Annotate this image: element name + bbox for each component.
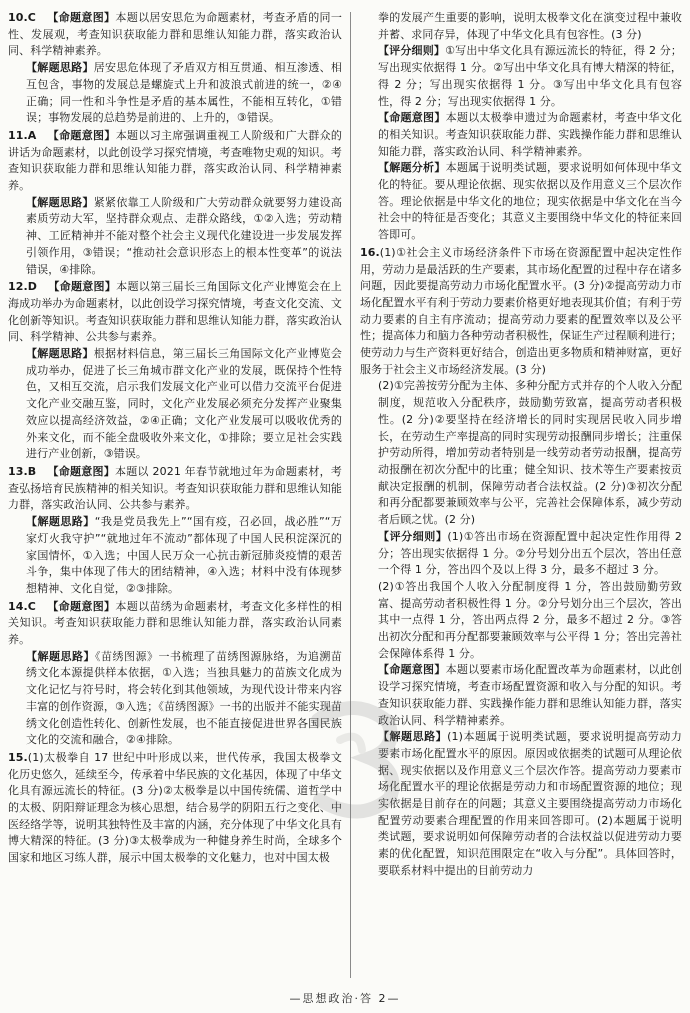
question-number: 10. xyxy=(8,11,28,24)
section-tag: 【命题意图】 xyxy=(47,464,116,478)
section-tag: 【解题思路】 xyxy=(26,195,94,209)
page-footer: —思想政治·答 2— xyxy=(289,992,401,1005)
paragraph-text: “我是党员我先上”“国有疫，召必回，战必胜”“万家灯火我守护”“就地过年不流动”都体现了中国人民积淀深沉的家国情怀，①入选；中国人民万众一心抗击新冠肺炎疫情的艰苦斗争，集中体现了伟大的团结精神，④入选；材料中没有体现梦想精神、文化自觉，②③排除。 xyxy=(26,515,342,595)
paragraph-text: (1)①社会主义市场经济条件下市场在资源配置中起决定性作用，劳动力是最活跃的生产要素，其市场化配置的过程中存在诸多问题，因此要提高劳动力市场化配置水平。(3 分)②提高劳动力市场化配置水平有利于劳动力要素价格更好地表现其价值；有利于劳动力要素的自主有序流动；提高劳动力要素的配置效率以及公平性；提高体力和脑力各种劳动者积极性，保证生产过程顺利进行；使劳动力与生产资料更好结合，创造出更多物质和精神财富，更好服务于社会主义市场经济发展。(3 分) xyxy=(360,245,682,376)
answer-paragraph xyxy=(360,110,682,160)
section-tag: 【命题意图】 xyxy=(47,11,116,24)
section-tag: 【命题意图】 xyxy=(47,599,116,613)
answer-paragraph xyxy=(8,60,342,127)
answer-paragraph xyxy=(8,599,342,649)
question-cont xyxy=(360,10,682,244)
answer-paragraph xyxy=(360,378,682,528)
answer-paragraph xyxy=(360,529,682,579)
section-tag: 【命题意图】 xyxy=(48,280,117,294)
section-tag: 【命题意图】 xyxy=(378,111,446,125)
paragraph-text: 紧紧依靠工人阶级和广大劳动群众就要努力建设高素质劳动大军，坚持群众观点、走群众路线，①②入选；劳动精神、工匠精神并不能对整个社会主义现代化建设进一步发展发挥引领作用，③错误；“推动社会意识形态上的根本性变革”的说法错误，④排除。 xyxy=(26,195,342,276)
paragraph-text: 本题以居安思危为命题素材，考查矛盾的同一性、发展观，考查知识获取能力群和思维认知能力群，落实政治认同、科学精神素养。 xyxy=(8,11,342,58)
answer-paragraph xyxy=(360,579,682,663)
question-number: 11. xyxy=(8,128,28,142)
paragraph-text: 本题以第三届长三角国际文化产业博览会在上海成功举办为命题素材，以此创设学习探究情境，考查文化交流、文化创新等知识。考查知识获取能力群和思维认知能力群，落实政治认同、科学精神、公共参与素养。 xyxy=(8,280,342,344)
answer-letter: A xyxy=(27,128,37,142)
question-number: 16. xyxy=(360,245,380,259)
left-column xyxy=(8,10,342,868)
question-10 xyxy=(8,10,342,127)
paragraph-text: 本题以太极拳申遗过为命题素材，考查中华文化的相关知识。考查知识获取能力群、实践操作能力群和思维认知能力群，落实政治认同、科学精神素养。 xyxy=(378,111,682,158)
section-tag: 【命题意图】 xyxy=(47,128,116,142)
answer-paragraph xyxy=(8,279,342,346)
paragraph-text: 本题以要素市场化配置改革为命题素材，以此创设学习探究情境，考查市场配置资源和收入与分配的知识。考查知识获取能力群、实践操作能力群和思维认知能力群，落实政治认同、科学精神素养。 xyxy=(378,663,682,727)
paragraph-text: (2)①答出我国个人收入分配制度得 1 分，答出鼓励勤劳致富、提高劳动者积极性得 1 分。②分号划分出三个层次，答出其中一点得 1 分，答出两点得 2 分，最多不超过 2 分。③答出初次分配和再分配都要兼顾效率与公平得 1 分；答出完善社会保障体系得 1 分。 xyxy=(378,579,682,660)
column-divider xyxy=(350,12,351,978)
section-tag: 【解题思路】 xyxy=(26,649,95,663)
paragraph-text: (1)①答出市场在资源配置中起决定性作用得 2 分；答出现实依据得 1 分。②分号划分出五个层次，答出任意一个得 1 分，答出四个及以上得 3 分，最多不超过 3 分。 xyxy=(378,529,682,577)
paragraph-text: 本题属于说明类试题，要求说明如何体现中华文化的特征。要从理论依据、现实依据以及作用意义三个层次作答。理论依据是中华文化的地位；现实依据是中华文化在当今社会中的特征是否变化；其意义主要围绕中华文化的特征来回答即可。 xyxy=(378,161,682,242)
section-tag: 【评分细则】 xyxy=(378,529,448,543)
question-number: 15. xyxy=(8,750,28,764)
question-11 xyxy=(8,128,342,278)
question-number: 12. xyxy=(8,280,28,294)
section-tag: 【解题思路】 xyxy=(26,61,94,75)
paragraph-text: 拳的发展产生重要的影响，说明太极拳文化在演变过程中兼收并蓄、求同存异，体现了中华文化具有包容性。(3 分) xyxy=(378,11,682,41)
question-13 xyxy=(8,464,342,598)
answer-letter: B xyxy=(27,464,37,478)
paragraph-text: (2)①完善按劳分配为主体、多种分配方式并存的个人收入分配制度，规范收入分配秩序，鼓励勤劳致富，提高劳动者积极性。(2 分)②要坚持在经济增长的同时实现居民收入同步增长，在劳动生产率提高的同时实现劳动报酬同步增长；注重保护劳动所得，增加劳动者特别是一线劳动者劳动报酬，提高劳动报酬在初次分配中的比重；健全知识、技术等生产要素按贡献决定报酬的机制，保障劳动者合法权益。(2 分)③初次分配和再分配都要兼顾效率与公平，完善社会保障体系，减少劳动者后顾之忧。(2 分) xyxy=(378,379,682,527)
question-number: 13. xyxy=(8,464,28,478)
answer-paragraph xyxy=(8,346,342,463)
answer-paragraph xyxy=(360,10,682,43)
answer-paragraph xyxy=(8,464,342,514)
answer-paragraph xyxy=(8,10,342,60)
section-tag: 【解题思路】 xyxy=(378,730,448,744)
paragraph-text: 本题以 2021 年春节就地过年为命题素材，考查弘扬培育民族精神的相关知识。考查知识获取能力群和思维认知能力群，落实政治认同、公共参与素养。 xyxy=(8,464,342,512)
paragraph-text: (1)本题属于说明类试题，要求说明提高劳动力要素市场化配置水平的原因。原因或依据类的试题可从理论依据、现实依据以及作用意义三个层次作答。提高劳动力要素市场化配置水平的理论依据是劳动力和市场配置资源的地位；现实依据是目前存在的问题；其意义主要围绕提高劳动力市场化配置劳动要素合理配置的作用来回答即可。(2)本题属于说明类试题，要求说明如何保障劳动者的合法权益以促进劳动力要素的优化配置，知识范围限定在“收入与分配”。具体回答时，要联系材料中提出的目前劳动力 xyxy=(378,730,682,877)
paragraph-text: 本题以苗绣为命题素材，考查文化多样性的相关知识。考查知识获取能力群和思维认知能力群，落实政治认同素养。 xyxy=(8,599,342,647)
watermark-logo xyxy=(300,700,410,820)
answer-paragraph xyxy=(360,245,682,379)
answer-letter: C xyxy=(27,11,36,24)
answer-paragraph xyxy=(8,514,342,598)
answer-paragraph xyxy=(8,649,342,749)
paragraph-text: ①写出中华文化具有源远流长的特征，得 2 分；写出现实依据得 1 分。②写出中华文化具有博大精深的特征，得 2 分；写出现实依据得 1 分。③写出中华文化具有包容性，得 2 分；写出现实依据得 1 分。 xyxy=(378,44,682,108)
section-tag: 【解题思路】 xyxy=(26,347,94,361)
answer-paragraph xyxy=(360,160,682,244)
paragraph-text: 《苗绣图源》一书梳理了苗绣图源脉络，为追溯苗绣文化本源提供样本依据，①入选；当独具魅力的苗族文化成为文化记忆与符号时，将会转化到其他领域，为现代设计带来内容丰富的创作资源，③入选；《苗绣图源》一书的出版并不能实现苗绣文化创造性转化、创新性发展，也不能直接促进世界各国民族文化的交流和融合，②④排除。 xyxy=(26,649,342,747)
section-tag: 【评分细则】 xyxy=(378,44,446,58)
paragraph-text: 本题以习主席强调重视工人阶级和广大群众的讲话为命题素材，以此创设学习探究情境，考查唯物史观的知识。考查知识获取能力群和思维认知能力群，落实政治认同、科学精神素养。 xyxy=(8,128,342,193)
section-tag: 【解题分析】 xyxy=(378,161,446,175)
answer-paragraph xyxy=(8,128,342,195)
answer-letter: D xyxy=(27,280,38,294)
question-14 xyxy=(8,599,342,749)
paragraph-text: 根据材料信息，第三届长三角国际文化产业博览会成功举办，促进了长三角城市群文化产业的发展，既保持个性特色，又相互交流，启示我们发展文化产业可以借力交流平台促进文化产业交融互鉴，同时，文化产业发展必须充分发挥产业聚集效应以提高经济效益，②④正确；文化产业发展可以吸收优秀的外来文化，而不能全盘吸收外来文化，①排除；要立足社会实践进行产业创新，③错误。 xyxy=(26,347,342,461)
answer-paragraph xyxy=(8,195,342,279)
paragraph-text: 居安思危体现了矛盾双方相互贯通、相互渗透、相互包含，事物的发展总是螺旋式上升和波浪式前进的统一，②④正确；同一性和斗争性是矛盾的基本属性，不能相互转化，①错误；事物发展的总趋势是前进的、上升的，③错误。 xyxy=(26,61,342,125)
answer-letter: C xyxy=(27,599,36,613)
section-tag: 【解题思路】 xyxy=(26,515,95,529)
answer-paragraph xyxy=(360,43,682,110)
question-12 xyxy=(8,279,342,463)
question-15 xyxy=(8,750,342,867)
answer-paragraph xyxy=(8,750,342,867)
question-number: 14. xyxy=(8,599,28,613)
section-tag: 【命题意图】 xyxy=(378,663,446,677)
paragraph-text: (1)太极拳自 17 世纪中叶形成以来，世代传承，我国太极拳文化历史悠久，延续至今，传承着中华民族的文化基因，体现了中华文化具有源远流长的特征。(3 分)②太极拳是以中国传统儒、道哲学中的太极、阴阳辩证理念为核心思想，结合易学的阴阳五行之变化、中医经络学等，说明其独特性及丰富的内涵，充分体现了中华文化具有博大精深的特征。(3 分)③太极拳成为一种健身养生时尚，全球多个国家和地区习练人群，展示中国太极拳的文化魅力，也对中国太极 xyxy=(8,750,342,865)
